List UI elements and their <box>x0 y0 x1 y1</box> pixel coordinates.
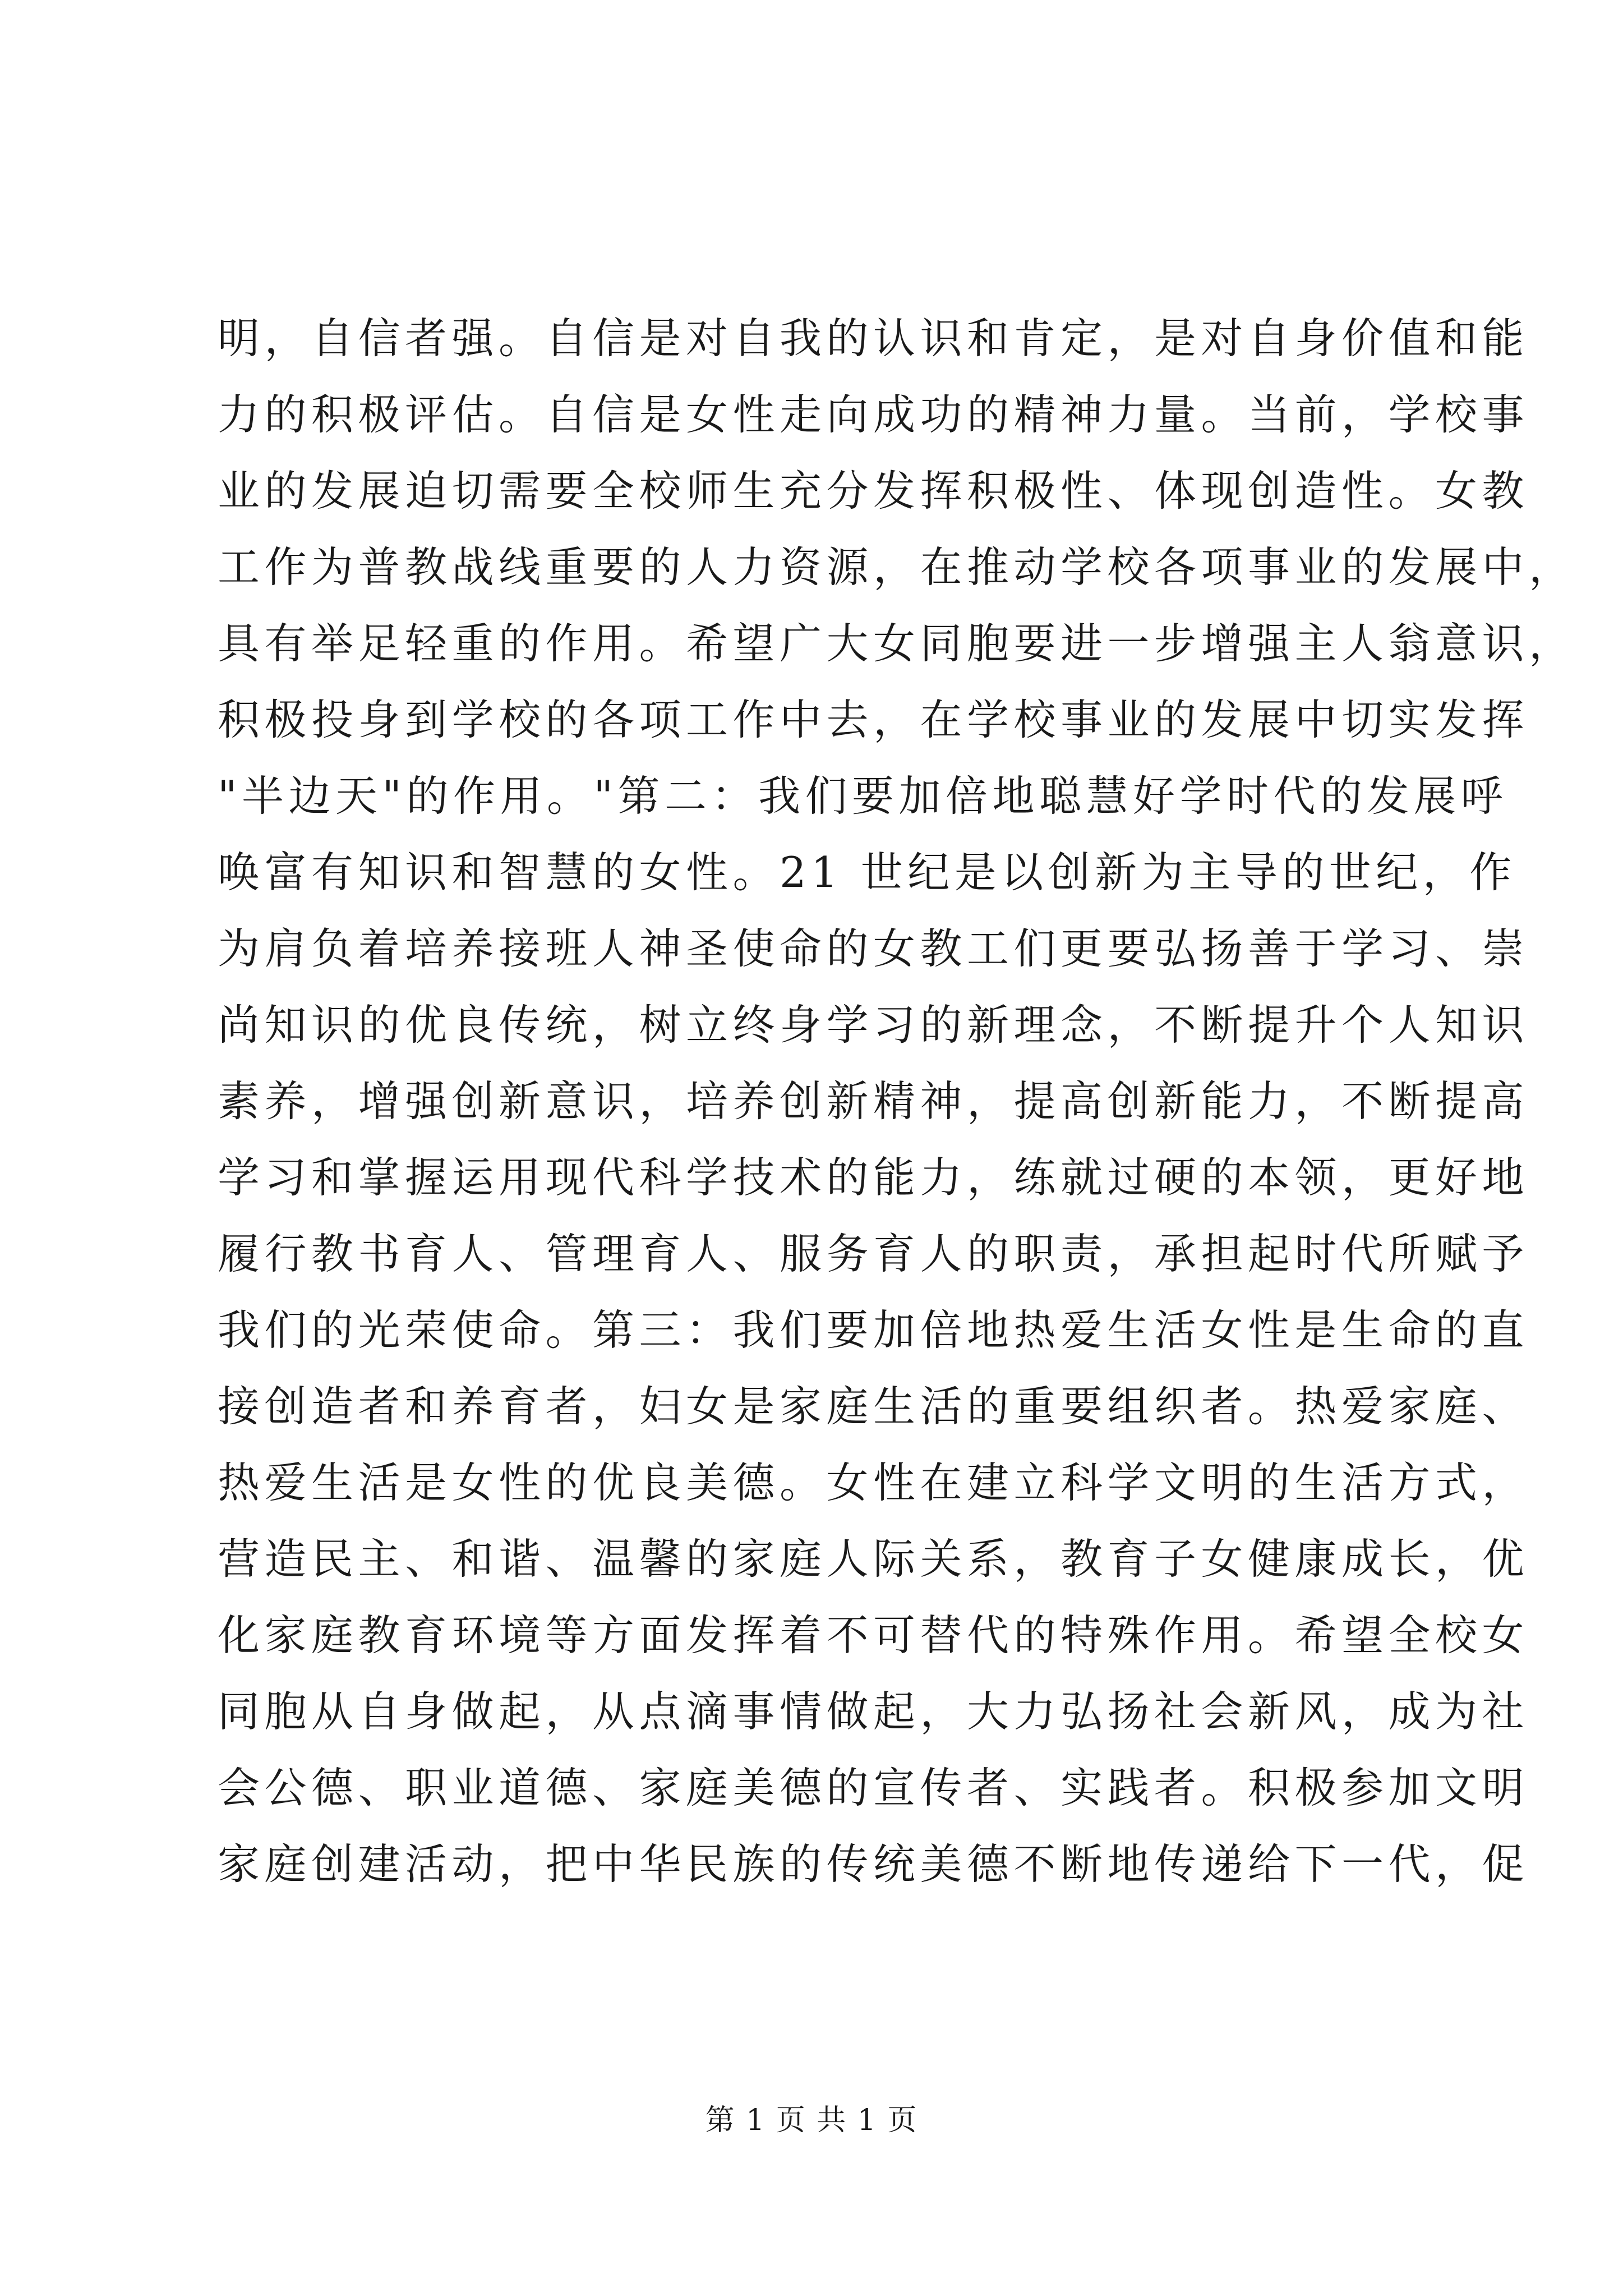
text-line: 明，自信者强。自信是对自我的认识和肯定，是对自身价值和能 <box>218 314 1529 363</box>
text-line: 同胞从自身做起，从点滴事情做起，大力弘扬社会新风，成为社 <box>218 1687 1529 1736</box>
text-line: 接创造者和养育者，妇女是家庭生活的重要组织者。热爱家庭、 <box>218 1382 1529 1431</box>
text-line: 家庭创建活动，把中华民族的传统美德不断地传递给下一代，促 <box>218 1839 1529 1889</box>
text-line: 学习和掌握运用现代科学技术的能力，练就过硬的本领，更好地 <box>218 1153 1529 1202</box>
text-line: 唤富有知识和智慧的女性。21 世纪是以创新为主导的世纪，作 <box>218 848 1516 897</box>
text-line: 力的积极评估。自信是女性走向成功的精神力量。当前，学校事 <box>218 390 1529 439</box>
page-number-footer: 第 1 页 共 1 页 <box>705 2104 918 2137</box>
text-line: 尚知识的优良传统，树立终身学习的新理念，不断提升个人知识 <box>218 1000 1529 1050</box>
body-text <box>218 300 1576 1902</box>
text-line: 我们的光荣使命。第三：我们要加倍地热爱生活女性是生命的直 <box>218 1305 1529 1355</box>
text-line: 化家庭教育环境等方面发挥着不可替代的特殊作用。希望全校女 <box>218 1611 1529 1660</box>
text-line: 会公德、职业道德、家庭美德的宣传者、实践者。积极参加文明 <box>218 1763 1529 1812</box>
text-line: 业的发展迫切需要全校师生充分发挥积极性、体现创造性。女教 <box>218 466 1529 516</box>
text-line: 热爱生活是女性的优良美德。女性在建立科学文明的生活方式， <box>218 1458 1529 1507</box>
text-line: 积极投身到学校的各项工作中去，在学校事业的发展中切实发挥 <box>218 695 1529 744</box>
text-line: 素养，增强创新意识，培养创新精神，提高创新能力，不断提高 <box>218 1076 1529 1126</box>
text-line: "半边天"的作用。"第二：我们要加倍地聪慧好学时代的发展呼 <box>218 771 1507 821</box>
text-line: 为肩负着培养接班人神圣使命的女教工们更要弘扬善于学习、崇 <box>218 924 1529 973</box>
text-line: 具有举足轻重的作用。希望广大女同胞要进一步增强主人翁意识， <box>218 619 1576 668</box>
text-line: 工作为普教战线重要的人力资源，在推动学校各项事业的发展中， <box>218 542 1576 592</box>
text-line: 履行教书育人、管理育人、服务育人的职责，承担起时代所赋予 <box>218 1229 1529 1278</box>
text-line: 营造民主、和谐、温馨的家庭人际关系，教育子女健康成长，优 <box>218 1534 1529 1584</box>
